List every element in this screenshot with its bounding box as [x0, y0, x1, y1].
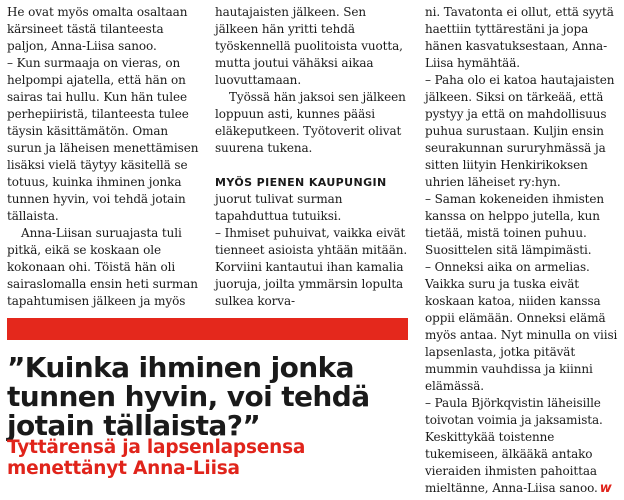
paragraph: – Ihmiset puhuivat, vaikka eivät tienneet asioista yhtään mitään. Korviini kantautui ihan kamalia juoruja, joilta ymmärsin lopulta sulkea korva-: [215, 226, 408, 308]
paragraph: – Paha olo ei katoa hautajaisten jälkeen. Siksi on tärkeää, että pystyy ja että on mahdollisuus puhua surustaan. Kuljin ensin seurakunnan sururyhmässä ja sitten liityin Henkirikoksen uhrien läheiset ry:hyn.: [425, 73, 615, 189]
end-mark-logo-icon: w: [599, 481, 612, 496]
paragraph: Työssä hän jaksoi sen jälkeen loppuun asti, kunnes pääsi eläkeputkeen. Työtoverit olivat suurena tukena.: [215, 90, 406, 155]
paragraph: hautajaisten jälkeen. Sen jälkeen hän yritti tehdä työskennellä puolitoista vuotta, mutta joutui vähäksi aikaa luovuttamaan.: [215, 5, 403, 87]
paragraph: He ovat myös omalta osaltaan kärsineet tästä tilanteesta paljon, Anna-Liisa sanoo.: [7, 5, 188, 53]
pull-quote: ”Kuinka ihminen jonka tunnen hyvin, voi tehdä jotain tällaista?”: [7, 351, 370, 442]
paragraph: – Saman kokeneiden ihmisten kanssa on helppo jutella, kun tietää, mistä toinen puhuu. Suosittelen sitä lämpimästi.: [425, 192, 605, 257]
article-column-2: [215, 4, 408, 310]
deck-headline: Tyttärensä ja lapsenlapsensa menettänyt Anna-Liisa: [7, 437, 306, 479]
paragraph: – Onneksi aika on armelias. Vaikka suru ja tuska eivät koskaan katoa, niiden kanssa oppii elämään. Onneksi elämä myös antaa. Nyt minulla on viisi lapsenlasta, jotka pitävät mummin vauhdissa ja kiinni elämässä.: [425, 260, 618, 393]
paragraph: [425, 395, 618, 497]
paragraph: juorut tulivat surman tapahduttua tutuiksi.: [215, 192, 343, 223]
paragraph: ni. Tavatonta ei ollut, että syytä haettiin tyttärestäni ja jopa hänen kasvatuksestaan, Anna-Liisa hymähtää.: [425, 5, 614, 70]
red-accent-band: [7, 318, 408, 340]
paragraph-text: – Paula Björkqvistin läheisille toivotan voimia ja jaksamista. Keskittykää toistenne tukemiseen, älkääkä antako vieraiden ihmisten pahoittaa mieltänne, Anna-Liisa sanoo.: [425, 396, 603, 495]
section-subhead: MYÖS PIENEN KAUPUNGIN: [215, 176, 387, 189]
paragraph: – Kun surmaaja on vieras, on helpompi ajatella, että hän on sairas tai hullu. Kun hän tulee perhepiiristä, tilanteesta tulee täysin käsittämätön. Oman surun ja läheisen menettämisen lisäksi vielä täytyy käsitellä se totuus, kuinka ihminen jonka tunnen hyvin, voi tehdä jotain tällaista.: [7, 56, 199, 223]
paragraph: Anna-Liisan suruajasta tuli pitkä, eikä se koskaan ole kokonaan ohi. Töistä hän oli sairaslomalla ensin heti surman tapahtumisen jälkeen ja myös: [7, 226, 198, 308]
article-column-1: [7, 4, 200, 310]
article-column-3: [425, 4, 618, 497]
